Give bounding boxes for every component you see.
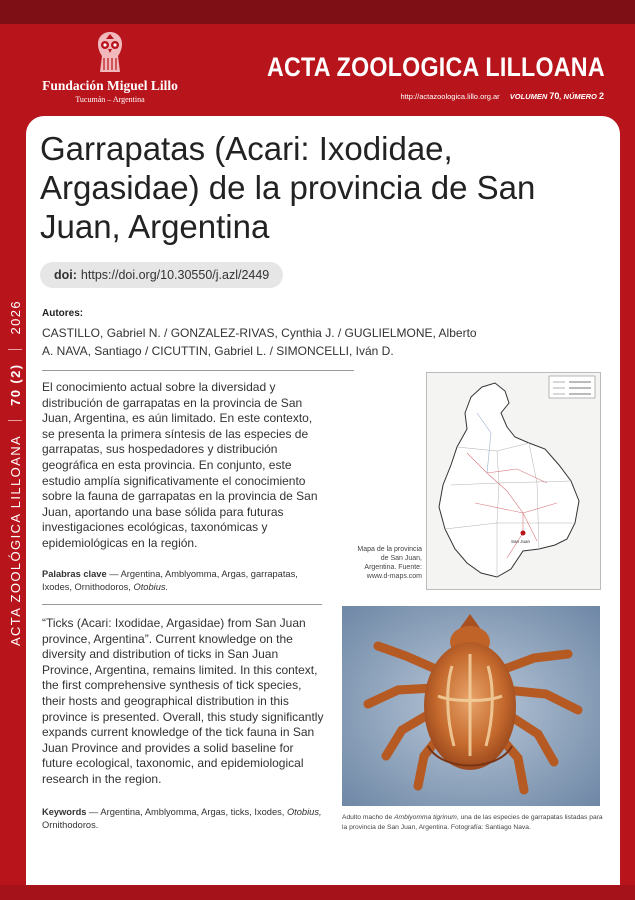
divider <box>42 604 322 605</box>
photo-caption <box>342 813 604 832</box>
province-map-svg <box>427 373 600 589</box>
abstract-es: El conocimiento actual sobre la diversidad y distribución de garrapatas en la provincia de San Juan, Argentina, es aún limitado. En este contexto, se presenta la primera síntesis de las especies de garrapatas, sus hospedadores y distribución geográfica en esta provincia. En conjunto, este estudio amplía significativamente el conocimiento sobre la fauna de garrapatas en la provincia de San Juan, aportando una base sólida para futuras investigaciones ecológicas, taxonómicas y epidemiológicas en la región. <box>42 380 318 550</box>
keywords-es: Palabras clave — Argentina, Amblyomma, Argas, garrapatas, Ixodes, Ornithodoros, Otobius. <box>42 569 298 592</box>
san-juan-marker <box>521 531 526 536</box>
tick-photo <box>342 606 600 806</box>
photo-caption-pre: Adulto macho de <box>342 814 393 821</box>
bottom-strip <box>0 885 635 900</box>
article-card <box>26 116 620 885</box>
doi-pill[interactable] <box>40 262 283 288</box>
keywords-en-italic: Otobius, <box>286 807 322 817</box>
province-outline <box>439 383 579 577</box>
foundation-name: Fundación Miguel Lillo <box>42 78 178 93</box>
doi-label: doi: <box>54 268 77 282</box>
san-juan-label: San Juan <box>511 539 531 544</box>
side-divider <box>8 349 22 350</box>
side-divider <box>8 420 22 421</box>
side-spine <box>0 300 26 700</box>
authors-list: CASTILLO, Gabriel N. / GONZALEZ-RIVAS, Cynthia J. / GUGLIELMONE, Alberto A. NAVA, Santiago / CICUTTIN, Gabriel L. / SIMONCELLI, Iván D. <box>42 326 477 358</box>
volume-number: 70 <box>549 91 560 101</box>
keywords-en-label: Keywords <box>42 807 87 817</box>
keywords-en-tail: Ornithodoros. <box>42 820 99 830</box>
map-caption: Mapa de la provincia de San Juan, Argentina. Fuente: www.d-maps.com <box>357 546 422 580</box>
top-strip <box>0 0 635 24</box>
side-year: 2026 <box>7 300 23 335</box>
side-issue: 70 (2) <box>7 363 23 406</box>
side-journal-name: ACTA ZOOLÓGICA LILLOANA <box>7 434 23 647</box>
doi-link[interactable]: https://doi.org/10.30550/j.azl/2449 <box>80 268 270 282</box>
keywords-en-list: Argentina, Amblyomma, Argas, ticks, Ixodes, <box>100 807 285 817</box>
number-label: NÚMERO <box>563 92 597 101</box>
authors-heading: Autores: <box>42 308 84 319</box>
owl-logo-icon <box>92 30 128 74</box>
journal-title: ACTA ZOOLOGICA LILLOANA <box>267 52 605 82</box>
article-title: Garrapatas (Acari: Ixodidae, Argasidae) de la provincia de San Juan, Argentina <box>40 130 536 245</box>
foundation-place: Tucumán – Argentina <box>75 95 145 104</box>
foundation-logo <box>40 30 180 104</box>
title-en: “Ticks (Acari: Ixodidae, Argasidae) from San Juan province, Argentina”. <box>42 616 306 646</box>
volume-info: VOLUMEN 70, NÚMERO 2 <box>509 91 604 101</box>
keywords-es-label: Palabras clave <box>42 569 107 579</box>
photo-caption-species: Amblyomma tigrinum <box>394 814 457 821</box>
keywords-es-list: Argentina, Amblyomma, Argas, garrapatas, Ixodes, Ornithodoros, <box>42 569 298 592</box>
tick-illustration <box>342 606 600 806</box>
volume-label: VOLUMEN <box>509 92 548 101</box>
journal-url[interactable]: http://actazoologica.lillo.org.ar <box>400 92 500 101</box>
photo-caption-post: , una de las especies de garrapatas listadas para la provincia de San Juan, Argentina. Fotografía: Santiago Nava. <box>342 814 603 831</box>
province-map <box>426 372 601 590</box>
issue-number: 2 <box>598 91 604 101</box>
journal-meta <box>400 91 604 101</box>
divider <box>42 370 354 371</box>
abstract-en <box>42 616 324 788</box>
keywords-es-italic: Otobius. <box>133 582 169 592</box>
abstract-en-text: Current knowledge on the diversity and distribution of ticks in San Juan Province, Argentina, remains limited. In this context, the first comprehensive synthesis of tick species, their hosts and geographical distribution in this province is presented. Overall, this study significantly expands current knowledge of the tick fauna in San Juan Province and provides a solid baseline for future ecological, taxonomic, and epidemiological research in the region. <box>42 631 324 786</box>
keywords-en: Keywords — Argentina, Amblyomma, Argas, ticks, Ixodes, Otobius, Ornithodoros. <box>42 807 322 830</box>
